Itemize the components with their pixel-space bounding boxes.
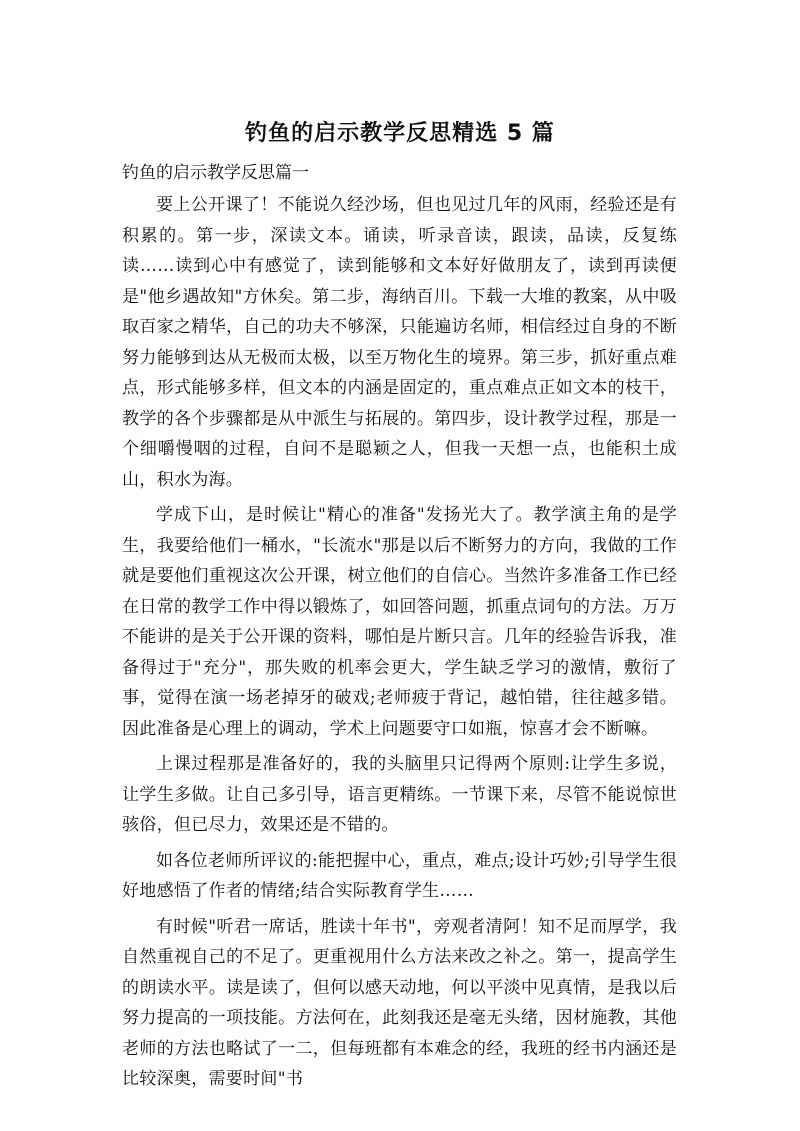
paragraph-5: 有时候"听君一席话，胜读十年书"，旁观者清阿！知不足而厚学，我自然重视自己的不足了。更重视用什么方法来改之补之。第一，提高学生的朗读水平。读是读了，但何以感天动地，何以平淡中见真情，是我以后努力提高的一项技能。方法何在，此刻我还是毫无头绪，因材施教，其他老师的方法也略试了一二，但每班都有本难念的经，我班的经书内涵还是比较深奥，需要时间"书 <box>122 916 677 1089</box>
paragraph-4: 如各位老师所评议的:能把握中心，重点，难点;设计巧妙;引导学生很好地感悟了作者的情绪;结合实际教育学生…… <box>122 850 677 901</box>
document-body <box>122 190 677 1100</box>
paragraph-1: 要上公开课了！不能说久经沙场，但也见过几年的风雨，经验还是有积累的。第一步，深读文本。诵读，听录音读，跟读，品读，反复练读……读到心中有感觉了，读到能够和文本好好做朋友了，读到再读便是"他乡遇故知"方休矣。第二步，海纳百川。下载一大堆的教案，从中吸取百家之精华，自己的功夫不够深，只能遍访名师，相信经过自身的不断努力能够到达从无极而太极，以至万物化生的境界。第三步，抓好重点难点，形式能够多样，但文本的内涵是固定的，重点难点正如文本的枝干，教学的各个步骤都是从中派生与拓展的。第四步，设计教学过程，那是一个细嚼慢咽的过程，自问不是聪颖之人，但我一天想一点，也能积土成山，积水为海。 <box>122 195 677 490</box>
paragraph-3: 上课过程那是准备好的，我的头脑里只记得两个原则:让学生多说，让学生多做。让自己多引导，语言更精练。一节课下来，尽管不能说惊世骇俗，但已尽力，效果还是不错的。 <box>122 754 677 835</box>
section-heading: 钓鱼的启示教学反思篇一 <box>122 163 309 183</box>
paragraph-2: 学成下山，是时候让"精心的准备"发扬光大了。教学演主角的是学生，我要给他们一桶水，"长流水"那是以后不断努力的方向，我做的工作就是要他们重视这次公开课，树立他们的自信心。当然许多准备工作已经在日常的教学工作中得以锻炼了，如回答问题，抓重点词句的方法。万万不能讲的是关于公开课的资料，哪怕是片断只言。几年的经验告诉我，准备得过于"充分"，那失败的机率会更大，学生缺乏学习的激情，敷衍了事，觉得在演一场老掉牙的破戏;老师疲于背记，越怕错，往往越多错。因此准备是心理上的调动，学术上问题要守口如瓶，惊喜才会不断嘛。 <box>122 505 677 739</box>
document-title: 钓鱼的启示教学反思精选 5 篇 <box>245 121 555 146</box>
